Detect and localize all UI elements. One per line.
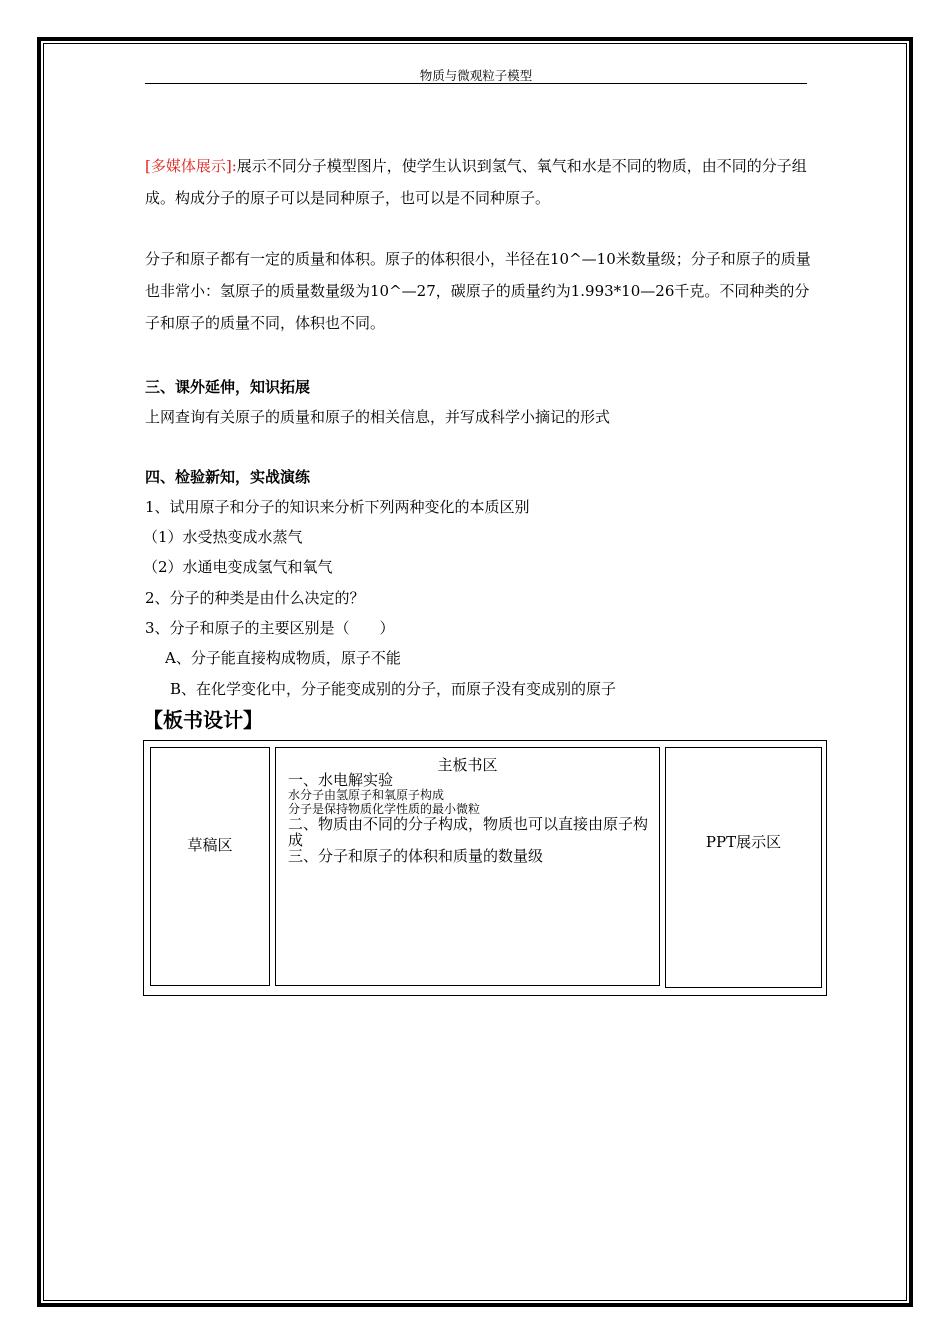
draft-area-label: 草稿区 bbox=[187, 836, 233, 854]
section3-heading: 三、课外延伸，知识拓展 bbox=[145, 378, 311, 396]
main-board-line: 三、分子和原子的体积和质量的数量级 bbox=[288, 847, 544, 865]
option-b: B、在化学变化中，分子能变成别的分子，而原子没有变成别的原子 bbox=[170, 680, 617, 698]
main-board-area bbox=[275, 747, 660, 986]
main-board-line: 分子是保持物质化学性质的最小微粒 bbox=[288, 802, 481, 816]
question-1-part-1: （1）水受热变成水蒸气 bbox=[143, 528, 303, 546]
question-1: 1、试用原子和分子的知识来分析下列两种变化的本质区别 bbox=[145, 498, 530, 516]
ppt-area bbox=[665, 747, 822, 988]
question-3: 3、分子和原子的主要区别是（ ） bbox=[145, 619, 395, 637]
question-1-part-2: （2）水通电变成氢气和氧气 bbox=[143, 558, 333, 576]
main-board-title: 主板书区 bbox=[437, 756, 498, 774]
main-board-line: 一、水电解实验 bbox=[288, 771, 394, 789]
option-a: A、分子能直接构成物质，原子不能 bbox=[165, 649, 401, 667]
draft-area bbox=[150, 747, 270, 986]
multimedia-paragraph bbox=[145, 150, 815, 214]
multimedia-text: 展示不同分子模型图片，使学生认识到氢气、氧气和水是不同的物质，由不同的分子组成。构成分子的原子可以是同种原子，也可以是不同种原子。 bbox=[145, 157, 807, 207]
main-board-line: 水分子由氢原子和氧原子构成 bbox=[288, 788, 445, 802]
mass-volume-paragraph: 分子和原子都有一定的质量和体积。原子的体积很小，半径在10^—10米数量级；分子和原子的质量也非常小：氢原子的质量数量级为10^—27，碳原子的质量约为1.993*10—26千克。不同种类的分子和原子的质量不同，体积也不同。 bbox=[145, 250, 811, 332]
section4-heading: 四、检验新知，实战演练 bbox=[145, 468, 311, 486]
section3-text: 上网查询有关原子的质量和原子的相关信息，并写成科学小摘记的形式 bbox=[145, 408, 611, 426]
header-rule bbox=[145, 83, 807, 84]
page-header: 物质与微观粒子模型 bbox=[419, 68, 533, 83]
page-border-inner bbox=[43, 43, 907, 1301]
question-2: 2、分子的种类是由什么决定的？ bbox=[145, 589, 365, 607]
board-design-heading: 【板书设计】 bbox=[143, 708, 263, 732]
multimedia-colon: : bbox=[231, 157, 237, 175]
ppt-area-label: PPT展示区 bbox=[705, 833, 782, 851]
multimedia-tag: [多媒体展示] bbox=[145, 157, 232, 175]
board-design-table bbox=[143, 740, 827, 996]
main-board-content bbox=[288, 772, 648, 864]
main-board-line: 二、物质由不同的分子构成，物质也可以直接由原子构成 bbox=[288, 815, 649, 849]
